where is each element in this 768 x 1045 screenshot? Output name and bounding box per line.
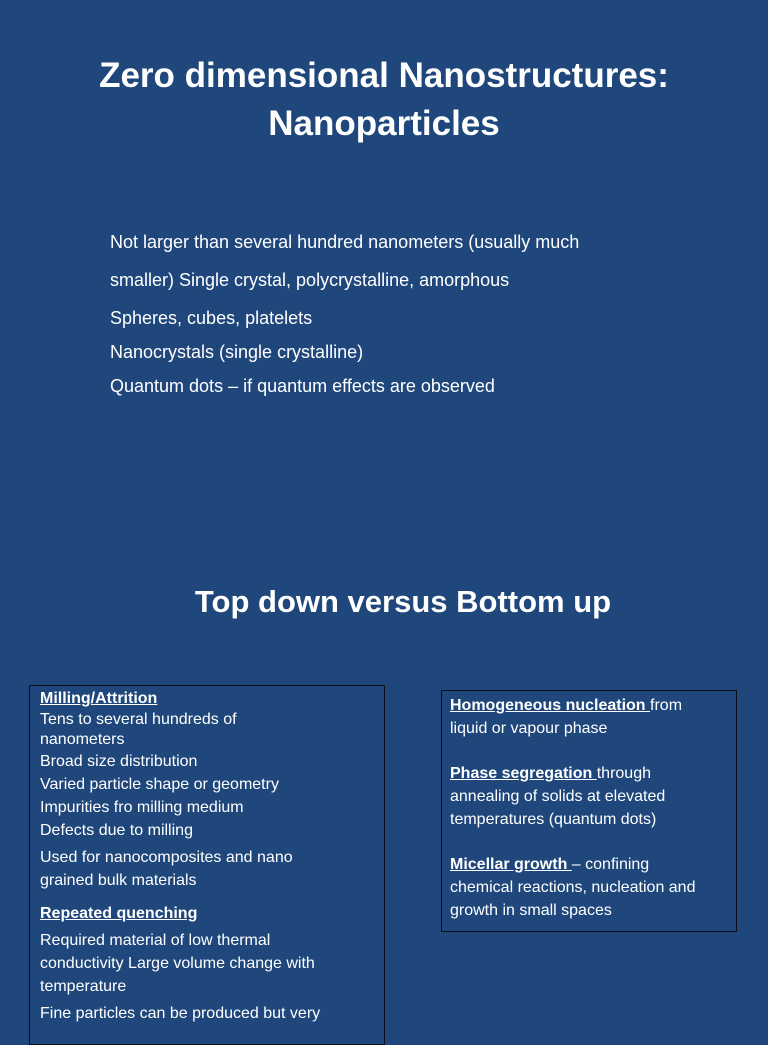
quenching-item: Fine particles can be produced but very	[40, 1005, 321, 1022]
slide-title	[0, 52, 768, 148]
phase-text: annealing of solids at elevated	[450, 788, 666, 805]
micellar-text: growth in small spaces	[450, 902, 612, 919]
micellar-growth-paragraph	[450, 853, 728, 922]
bottom-up-box	[441, 690, 737, 932]
homogeneous-text: from	[650, 697, 683, 714]
milling-item: Impurities fro milling medium	[40, 799, 244, 816]
milling-heading: Milling/Attrition	[40, 690, 158, 707]
quenching-heading: Repeated quenching	[40, 905, 198, 922]
quenching-item: conductivity Large volume change with	[40, 955, 315, 972]
micellar-text: chemical reactions, nucleation and	[450, 879, 696, 896]
milling-item: nanometers	[40, 731, 125, 748]
milling-item: Tens to several hundreds of	[40, 711, 237, 728]
intro-item: smaller) Single crystal, polycrystalline, amorphous	[110, 270, 510, 290]
quenching-item: temperature	[40, 978, 127, 995]
intro-item: Not larger than several hundred nanometers (usually much	[110, 232, 580, 252]
phase-text: through	[596, 765, 651, 782]
milling-item: Broad size distribution	[40, 753, 198, 770]
phase-text: temperatures (quantum dots)	[450, 811, 657, 828]
milling-item: grained bulk materials	[40, 872, 197, 889]
intro-item: Nanocrystals (single crystalline)	[110, 342, 364, 362]
slide-title-line-2: Nanoparticles	[268, 104, 500, 143]
homogeneous-text: liquid or vapour phase	[450, 720, 608, 737]
homogeneous-nucleation-paragraph	[450, 694, 728, 740]
slide-title-line-1: Zero dimensional Nanostructures:	[99, 56, 669, 95]
milling-item: Defects due to milling	[40, 822, 193, 839]
section-title: Top down versus Bottom up	[194, 584, 612, 619]
intro-item: Quantum dots – if quantum effects are observed	[110, 376, 495, 396]
micellar-heading: Micellar growth	[450, 856, 572, 873]
milling-item: Used for nanocomposites and nano	[40, 849, 293, 866]
homogeneous-heading: Homogeneous nucleation	[450, 697, 651, 714]
intro-item: Spheres, cubes, platelets	[110, 308, 313, 328]
milling-item: Varied particle shape or geometry	[40, 776, 279, 793]
top-down-box	[29, 685, 385, 1045]
phase-heading: Phase segregation	[450, 765, 597, 782]
quenching-item: Required material of low thermal	[40, 932, 271, 949]
phase-segregation-paragraph	[450, 762, 728, 831]
micellar-text: – confining	[571, 856, 650, 873]
